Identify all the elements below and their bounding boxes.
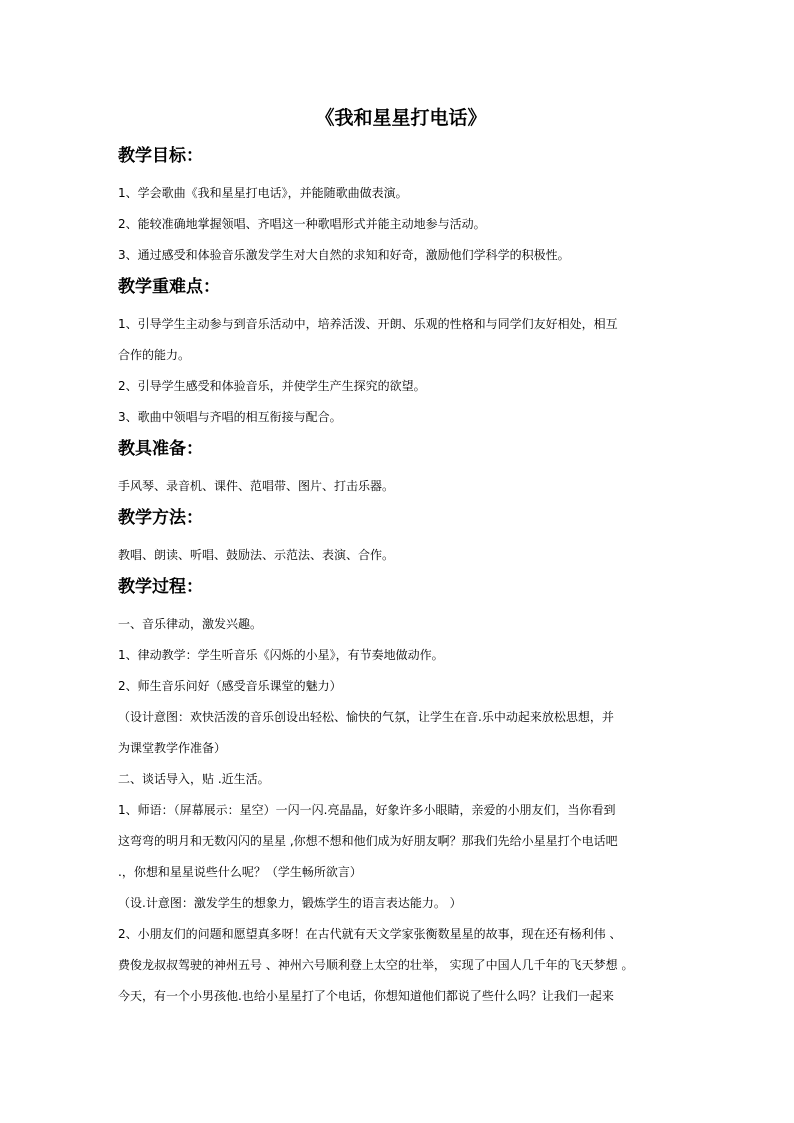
section-teaching-methods xyxy=(118,506,678,571)
section-heading: 教学方法： xyxy=(118,508,203,528)
paragraph: 3、通过感受和体验音乐激发学生对大自然的求知和好奇，激励他们学科学的积极性。 xyxy=(118,248,570,262)
paragraph: 这弯弯的明月和无数闪闪的星星 ,你想不想和他们成为好朋友啊？那我们先给小星星打个电话吧 xyxy=(118,834,618,848)
section-teaching-process xyxy=(118,575,678,1012)
section-key-difficulties xyxy=(118,275,678,433)
section-heading: 教学重难点： xyxy=(118,277,220,297)
section-heading: 教学过程： xyxy=(118,577,203,597)
paragraph: 2、小朋友们的问题和愿望真多呀！在古代就有天文学家张衡数星星的故事，现在还有杨利伟 、 xyxy=(118,927,622,941)
paragraph: 1、学会歌曲《我和星星打电话》，并能随歌曲做表演。 xyxy=(118,186,408,200)
section-teaching-aids xyxy=(118,437,678,502)
paragraph: .，你想和星星说些什么呢？（学生畅所欲言） xyxy=(118,865,362,879)
paragraph: 教唱、朗读、听唱、鼓励法、示范法、表演、合作。 xyxy=(118,548,395,562)
paragraph: 一、音乐律动，激发兴趣。 xyxy=(118,617,263,631)
paragraph: （设计意图：欢快活泼的音乐创设出轻松、愉快的气氛，让学生在音.乐中动起来放松思想，并 xyxy=(118,710,614,724)
paragraph: 1、引导学生主动参与到音乐活动中，培养活泼、开朗、乐观的性格和与同学们友好相处，相互 xyxy=(118,317,618,331)
document-page xyxy=(118,104,678,1012)
paragraph: 2、引导学生感受和体验音乐，并使学生产生探究的欲望。 xyxy=(118,379,426,393)
section-heading: 教具准备： xyxy=(118,439,203,459)
paragraph: 二、谈话导入，贴 .近生活。 xyxy=(118,772,270,786)
paragraph: 1、律动教学：学生听音乐《闪烁的小星》，有节奏地做动作。 xyxy=(118,648,444,662)
section-teaching-goals xyxy=(118,144,678,271)
document-title: 《我和星星打电话》 xyxy=(315,107,487,129)
paragraph: （设.计意图：激发学生的想象力，锻炼学生的语言表达能力。 ） xyxy=(118,896,462,910)
section-heading: 教学目标： xyxy=(118,146,203,166)
paragraph: 合作的能力。 xyxy=(118,348,191,362)
paragraph: 2、能较准确地掌握领唱、齐唱这一种歌唱形式并能主动地参与活动。 xyxy=(118,217,486,231)
paragraph: 为课堂教学作准备） xyxy=(118,741,227,755)
paragraph: 1、师语：（屏幕展示：星空）一闪一闪.亮晶晶，好象许多小眼睛，亲爱的小朋友们，当你看到 xyxy=(118,803,616,817)
paragraph: 2、师生音乐问好（感受音乐课堂的魅力） xyxy=(118,679,342,693)
paragraph: 今天，有一个小男孩他.也给小星星打了个电话，你想知道他们都说了些什么吗？让我们一起来 xyxy=(118,989,614,1003)
paragraph: 手风琴、录音机、课件、范唱带、图片、打击乐器。 xyxy=(118,479,395,493)
paragraph: 3、歌曲中领唱与齐唱的相互衔接与配合。 xyxy=(118,410,342,424)
paragraph: 费俊龙叔叔驾驶的神州五号 、神州六号顺利登上太空的壮举， 实现了中国人几千年的飞天梦想 。 xyxy=(118,958,634,972)
